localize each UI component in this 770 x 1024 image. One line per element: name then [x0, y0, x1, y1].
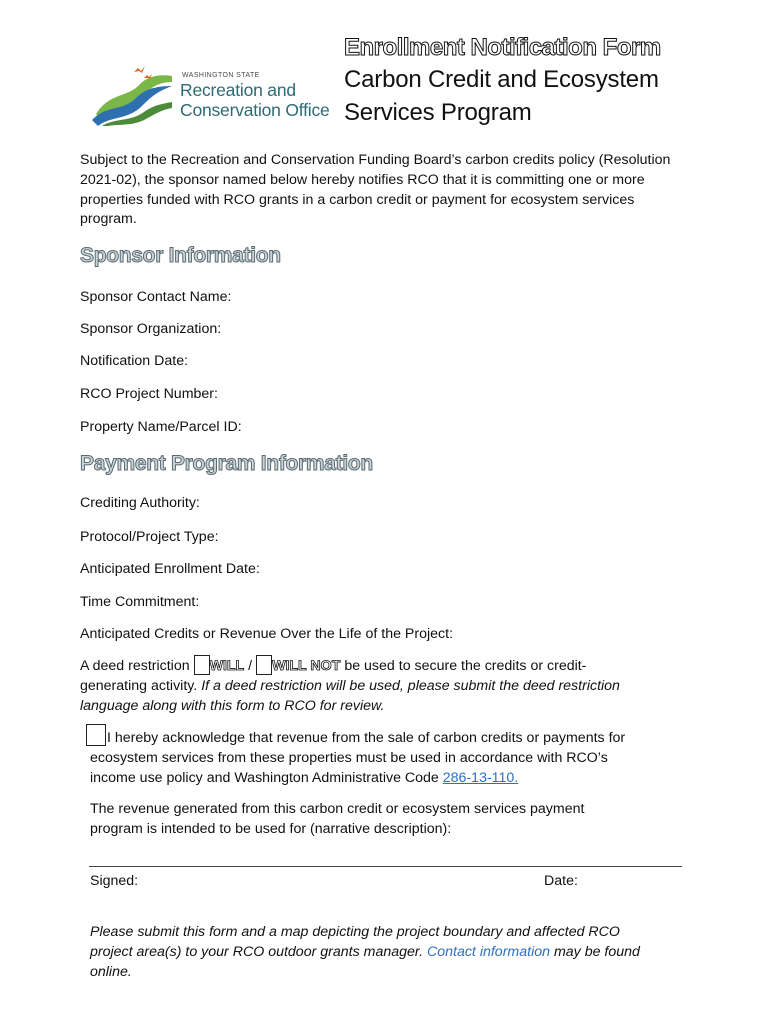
deed-restriction-block	[80, 655, 700, 716]
notification-date-field[interactable]: Notification Date:	[80, 353, 189, 369]
bird-icon	[134, 66, 145, 73]
logo-state-text: WASHINGTON STATE	[182, 72, 260, 79]
will-not-checkbox[interactable]	[256, 655, 272, 675]
deed-instruction-cont: language along with this form to RCO for review.	[80, 697, 385, 714]
anticipated-credits-field[interactable]: Anticipated Credits or Revenue Over the Life of the Project:	[80, 626, 454, 642]
footer-line-1: Please submit this form and a map depicting the project boundary and affected RCO	[90, 924, 620, 940]
will-not-label: WILL NOT	[272, 658, 341, 674]
deed-line2: generating activity.	[80, 677, 202, 694]
revenue-line-1: The revenue generated from this carbon credit or ecosystem services payment	[90, 801, 585, 817]
will-checkbox[interactable]	[194, 655, 210, 675]
property-name-field[interactable]: Property Name/Parcel ID:	[80, 419, 242, 435]
anticipated-enrollment-date-field[interactable]: Anticipated Enrollment Date:	[80, 561, 260, 577]
footer-line-2a: project area(s) to your RCO outdoor grants manager.	[90, 943, 427, 960]
footer-line-2b: may be found	[550, 943, 640, 960]
deed-instruction: If a deed restriction will be used, please submit the deed restriction	[201, 677, 620, 694]
signed-field[interactable]: Signed:	[90, 873, 139, 889]
footer-line-3: online.	[90, 963, 132, 980]
date-field[interactable]: Date:	[544, 873, 578, 889]
rco-logo	[88, 62, 330, 126]
logo-line-2: Conservation Office	[180, 100, 330, 120]
program-title-line-2: Services Program	[344, 99, 532, 126]
program-title-line-1: Carbon Credit and Ecosystem	[344, 66, 659, 93]
acknowledgement-block	[90, 729, 690, 788]
deed-prefix: A deed restriction	[80, 658, 194, 674]
time-commitment-field[interactable]: Time Commitment:	[80, 594, 200, 610]
signature-divider	[89, 866, 682, 867]
sponsor-contact-name-field[interactable]: Sponsor Contact Name:	[80, 289, 232, 305]
rco-logo-mark	[88, 62, 178, 126]
wac-link[interactable]: 286-13-110.	[442, 769, 519, 786]
protocol-project-type-field[interactable]: Protocol/Project Type:	[80, 529, 219, 545]
form-title: Enrollment Notification Form	[344, 34, 661, 61]
logo-line-1: Recreation and	[180, 80, 296, 100]
rco-project-number-field[interactable]: RCO Project Number:	[80, 386, 218, 402]
contact-information-link[interactable]: Contact information	[426, 943, 551, 960]
revenue-line-2: program is intended to be used for (narrative description):	[90, 820, 452, 837]
sponsor-section-heading: Sponsor Information	[80, 244, 281, 267]
intro-paragraph: Subject to the Recreation and Conservation Funding Board’s carbon credits policy (Resolution 2021-02), the sponsor named below hereby notifies RCO that it is committing one or more properties funded with RCO grants in a carbon credit or payment for ecosystem services program.	[80, 152, 671, 228]
deed-suffix: be used to secure the credits or credit-	[340, 658, 587, 674]
ack-line-2: ecosystem services from these properties must be used in accordance with RCO’s	[90, 749, 608, 766]
footer-instructions	[90, 923, 710, 982]
ack-line-1: I hereby acknowledge that revenue from the sale of carbon credits or payments for	[107, 730, 626, 746]
revenue-narrative-block[interactable]	[90, 800, 690, 840]
sponsor-organization-field[interactable]: Sponsor Organization:	[80, 321, 222, 337]
ack-line-3: income use policy and Washington Administrative Code	[90, 769, 443, 786]
payment-section-heading: Payment Program Information	[80, 452, 373, 475]
deed-slash: /	[244, 658, 257, 674]
will-label: WILL	[209, 658, 245, 674]
crediting-authority-field[interactable]: Crediting Authority:	[80, 495, 200, 511]
